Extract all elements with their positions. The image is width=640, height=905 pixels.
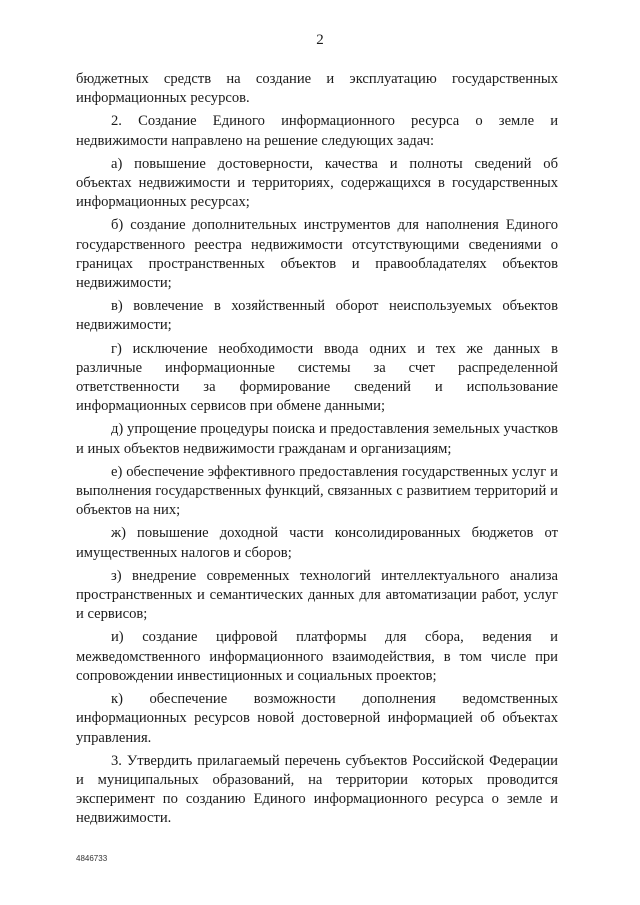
paragraph-task-b: б) создание дополнительных инструментов для наполнения Единого государственного реестра недвижимости отсутствующими сведениями о границах пространственных объектов и правообладателях объектов недвижимости; xyxy=(76,217,558,292)
paragraph-task-k: к) обеспечение возможности дополнения ведомственных информационных ресурсов новой достоверной информацией об объектах управления. xyxy=(76,691,558,746)
paragraph-task-d: д) упрощение процедуры поиска и предоставления земельных участков и иных объектов недвижимости гражданам и организациям; xyxy=(76,421,558,457)
document-id: 4846733 xyxy=(76,854,108,863)
paragraph-task-z: з) внедрение современных технологий интеллектуального анализа пространственных и семантических данных для автоматизации работ, услуг и сервисов; xyxy=(76,567,558,623)
paragraph-task-e: е) обеспечение эффективного предоставления государственных услуг и выполнения государственных функций, связанных с развитием территорий и объектов на них; xyxy=(76,463,558,519)
paragraph-task-a: а) повышение достоверности, качества и полноты сведений об объектах недвижимости и территориях, содержащихся в государственных информационных ресурсах; xyxy=(76,155,558,211)
paragraph-continuation: бюджетных средств на создание и эксплуатацию государственных информационных ресурсов. xyxy=(76,71,558,107)
document-body xyxy=(76,70,558,833)
paragraph-item-2: 2. Создание Единого информационного ресурса о земле и недвижимости направлено на решение следующих задач: xyxy=(76,113,558,149)
paragraph-task-zh: ж) повышение доходной части консолидированных бюджетов от имущественных налогов и сборов; xyxy=(76,525,558,561)
page-number: 2 xyxy=(316,32,324,48)
paragraph-task-v: в) вовлечение в хозяйственный оборот неиспользуемых объектов недвижимости; xyxy=(76,298,558,334)
paragraph-item-3: 3. Утвердить прилагаемый перечень субъектов Российской Федерации и муниципальных образований, на территории которых проводится эксперимент по созданию Единого информационного ресурса о земле и недвижимости. xyxy=(76,752,558,827)
paragraph-task-i: и) создание цифровой платформы для сбора, ведения и межведомственного информационного взаимодействия, в том числе при сопровождении инвестиционных и социальных проектов; xyxy=(76,629,558,684)
paragraph-task-g: г) исключение необходимости ввода одних и тех же данных в различные информационные системы за счет распределенной ответственности за формирование сведений и использование информационных сервисов при обмене данными; xyxy=(76,340,558,415)
